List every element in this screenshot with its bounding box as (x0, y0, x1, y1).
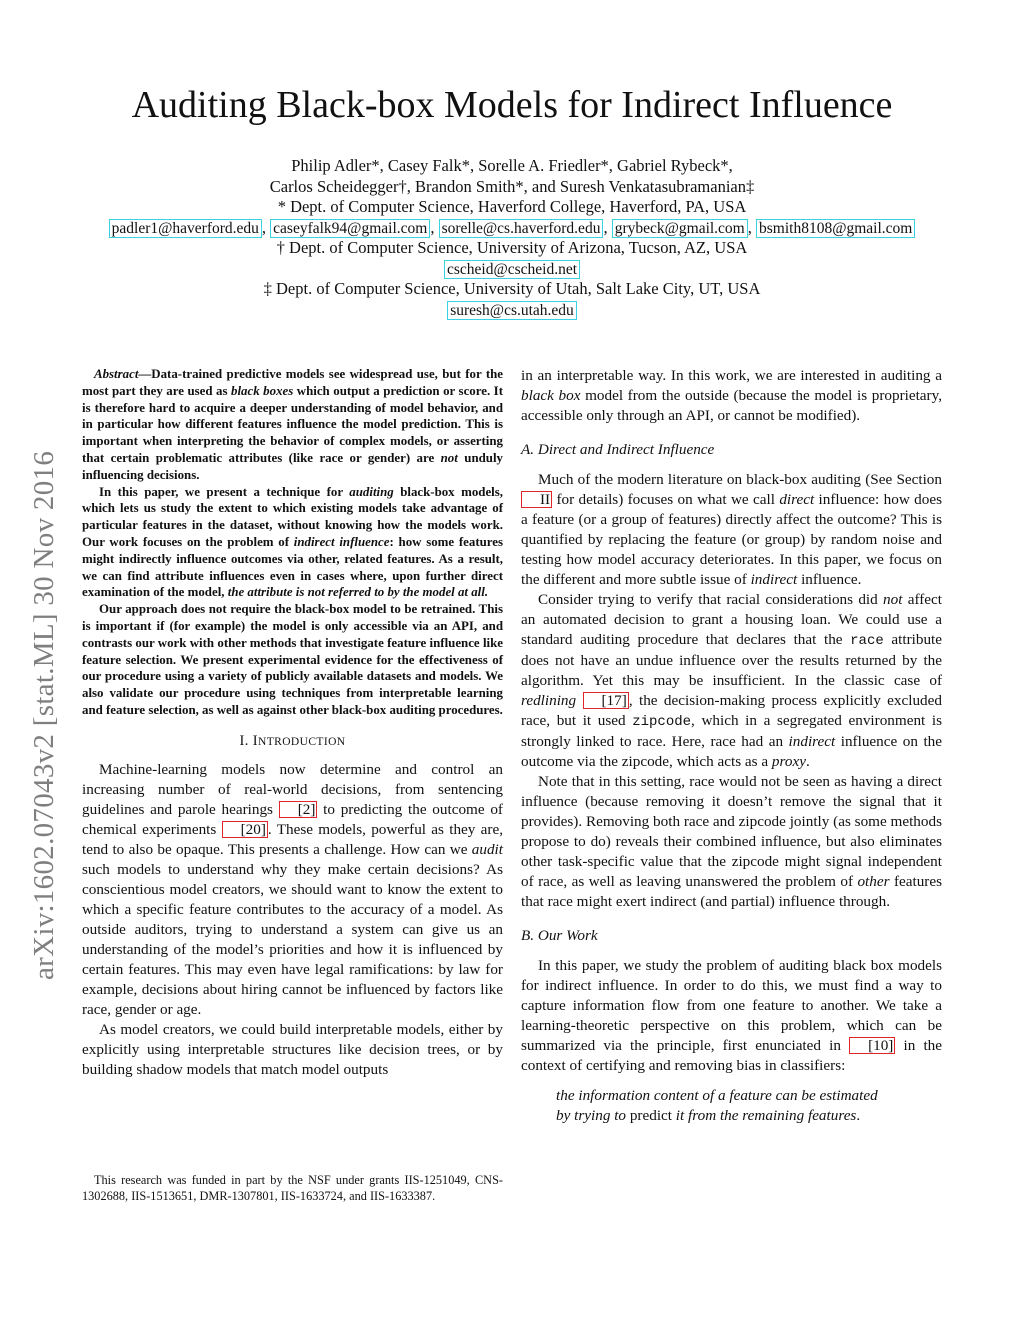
text: in the context of certifying and removing bias in classifiers: (521, 1037, 942, 1074)
body-paragraph (521, 590, 942, 772)
text: In this paper, we study the problem of auditing black box models for indirect influence. In order to do this, we must find a way to capture information flow from one feature to another. We take a learning-theoretic perspective on this problem, which can be summarized via the principle, first enunciated in (521, 957, 942, 1054)
left-column (82, 366, 503, 1080)
quote-line (556, 1106, 942, 1126)
code-term: zipcode (632, 714, 692, 730)
arxiv-identifier: arXiv:1602.07043v2 [stat.ML] 30 Nov 2016 (28, 450, 60, 980)
text: Much of the modern literature on black-box auditing (See Section (538, 471, 942, 488)
citation-link[interactable]: [2] (279, 801, 318, 818)
text: . (805, 753, 810, 770)
abstract-paragraph (82, 484, 503, 602)
principle-quote (556, 1086, 942, 1126)
citation-link[interactable]: [10] (849, 1037, 895, 1054)
body-paragraph (521, 470, 942, 590)
emph: auditing (349, 484, 394, 499)
authors-line-2: Carlos Scheidegger†, Brandon Smith*, and Suresh Venkatasubramanian‡ (269, 176, 755, 196)
citation-link[interactable]: [20] (222, 821, 268, 838)
text: predict (629, 1107, 672, 1124)
text: model from the outside (because the model is proprietary, accessible only through an API, or cannot be modified). (521, 387, 943, 424)
body-paragraph (521, 956, 942, 1076)
text: : how some features might indirectly influence outcomes via other, related features. As a result, we can find attribute influences even in cases where, upon further direct examination of the model, (82, 534, 504, 600)
email-link[interactable]: cscheid@cscheid.net (444, 260, 580, 279)
code-term: race (850, 633, 884, 649)
right-column (521, 366, 942, 1126)
emph: not (883, 591, 903, 608)
quote-line: the information content of a feature can be estimated (556, 1087, 878, 1104)
affiliation-haverford: * Dept. of Computer Science, Haverford College, Haverford, PA, USA (277, 197, 747, 216)
text: influence on the outcome via the zipcode, which acts as a (521, 733, 942, 770)
footnote (82, 1172, 503, 1204)
body-paragraph (521, 366, 942, 426)
abstract-paragraph: Our approach does not require the black-box model to be retrained. This is important if (for example) the model is only accessible via an API, and contrasts our work with other methods that investigate feature influence like feature selection. We present experimental evidence for the effectiveness of our procedure using a variety of publicly available datasets and models. We also validate our procedure using techniques from interpretable learning and feature selection, as well as against other black-box auditing procedures. (82, 602, 503, 717)
affiliation-utah: ‡ Dept. of Computer Science, University of Utah, Salt Lake City, UT, USA (263, 279, 761, 298)
abstract-paragraph (82, 366, 503, 484)
text: to predicting the outcome of chemical experiments (82, 800, 503, 838)
text: Note that in this setting, race would not be seen as having a direct influence (because removing it doesn’t remove the signal that it provides). Removing both race and zipcode jointly (as some methods propose to do) reveals their combined influence, but also eliminates other task-specific value that the zipcode might signal independent of race, as well as leaving unanswered the problem of (521, 773, 942, 890)
author-block (0, 156, 1024, 320)
text: —Data-trained predictive models see widespread use, but for the most part they are used as (82, 367, 503, 398)
text: affect an automated decision to grant a housing loan. We could use a standard auditing procedure that declares that the (521, 591, 942, 648)
text: unduly influencing decisions. (82, 450, 503, 482)
body-paragraph (521, 772, 942, 912)
email-link[interactable]: caseyfalk94@gmail.com (270, 219, 430, 238)
text: Consider trying to verify that racial considerations did (538, 591, 884, 608)
email-link[interactable]: grybeck@gmail.com (612, 219, 748, 238)
text: which output a prediction or score. It is therefore hard to acquire a deeper understanding of model behavior, and in particular how different features influence the model prediction. This is important when interpreting the behavior of complex models, or asserting that certain problematic attributes (like race or gender) are (82, 383, 503, 465)
emails-utah (0, 300, 1024, 321)
section-heading-introduction (82, 731, 503, 752)
footnote-text: This research was funded in part by the NSF under grants IIS-1251049, CNS-1302688, IIS-1513651, DMR-1307801, IIS-1633724, and IIS-1633387. (82, 1173, 503, 1203)
emph: indirect influence (293, 534, 390, 549)
intro-paragraph (82, 760, 503, 1020)
subsection-heading-a: A. Direct and Indirect Influence (521, 441, 715, 458)
text: , which in a segregated environment is strongly linked to race. Here, race had an (521, 712, 942, 750)
section-number: I. (239, 732, 249, 749)
emph: black boxes (231, 383, 294, 398)
text: . These models, powerful as they are, tend to also be opaque. This presents a challenge. How can we (82, 820, 503, 858)
citation-link[interactable]: [17] (583, 692, 629, 709)
emph: redlining (521, 692, 577, 709)
email-link[interactable]: sorelle@cs.haverford.edu (439, 219, 604, 238)
email-link[interactable]: padler1@haverford.edu (109, 219, 262, 238)
text: it from the remaining features (672, 1107, 857, 1124)
email-link[interactable]: bsmith8108@gmail.com (756, 219, 915, 238)
abstract-label: Abstract (94, 367, 139, 381)
text: In this paper, we present a technique for (99, 484, 350, 499)
emails-arizona (0, 259, 1024, 280)
text: such models to understand why they make certain decisions? As conscientious model creators, we should want to know the extent to which a specific feature contributes to the accuracy of a model. As outside auditors, trying to understand a system can give us an understanding of the model’s priorities and how it is influenced by certain features. This may even have legal ramifications: by law for example, decisions about hiring cannot be influenced by factors like race, gender or age. (82, 860, 503, 1018)
heading-cap: I (252, 732, 259, 749)
emph: the attribute is not referred to by the model at all. (227, 585, 489, 600)
abstract (82, 366, 503, 719)
emph: black box (521, 387, 581, 404)
intro-paragraph: As model creators, we could build interpretable models, either by explicitly using interpretable structures like decision trees, or by building shadow models that match model outputs (82, 1020, 503, 1078)
affiliation-arizona: † Dept. of Computer Science, University of Arizona, Tucson, AZ, USA (276, 238, 748, 257)
text: black-box models, which lets us study the extent to which existing models take advantage of particular features in the dataset, without knowing how the models work. Our work focuses on the problem of (82, 484, 503, 549)
emails-haverford: padler1@haverford.edu , caseyfalk94@gmail.com , sorelle@cs.haverford.edu , grybeck@gmail.com , bsmith8108@gmail.com (0, 218, 1024, 239)
emph: proxy (771, 753, 806, 770)
paper-title: Auditing Black-box Models for Indirect Influence (131, 84, 893, 126)
text: . (856, 1107, 861, 1124)
text: , the decision-making process explicitly excluded race, but it used (521, 692, 942, 729)
emph: not (440, 450, 458, 465)
text: features that race might exert indirect (and partial) influence through. (521, 873, 942, 910)
heading-rest: NTRODUCTION (258, 735, 346, 748)
emph: indirect (788, 733, 836, 750)
text: Machine-learning models now determine and control an increasing number of real-world decisions, from sentencing guidelines and parole hearings (82, 760, 503, 818)
text: by trying to (556, 1107, 630, 1124)
text: in an interpretable way. In this work, we are interested in auditing a (521, 367, 942, 384)
authors-line-1: Philip Adler*, Casey Falk*, Sorelle A. Friedler*, Gabriel Rybeck*, (291, 156, 733, 175)
text: for details) focuses on what we call (552, 491, 780, 508)
text: influence: how does a feature (or a group of features) directly affect the outcome? This is quantified by replacing the feature (or group) by random noise and testing how model accuracy deteriorates. In this paper, we focus on the different and more subtle issue of (521, 491, 942, 588)
emph: audit (471, 840, 503, 858)
emph: direct (779, 491, 815, 508)
email-link[interactable]: suresh@cs.utah.edu (447, 301, 577, 320)
text: influence. (797, 571, 862, 588)
section-link[interactable]: II (521, 491, 552, 508)
subsection-heading-b: B. Our Work (521, 927, 598, 944)
emph: other (857, 873, 890, 890)
emph: indirect (750, 571, 798, 588)
text: attribute does not have an undue influence over the results returned by the algorithm. Yet this may be insufficient. In the classic case of (521, 631, 942, 689)
